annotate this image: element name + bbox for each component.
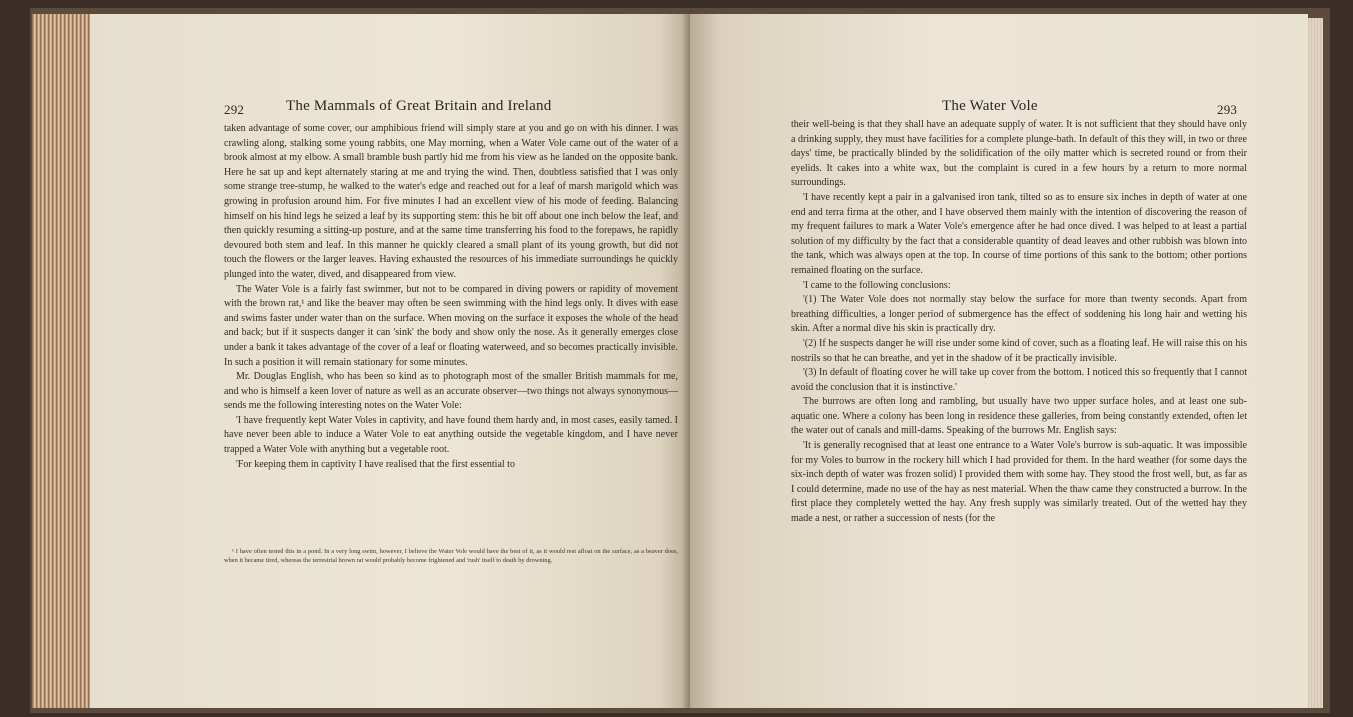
- left-footnote: [224, 548, 678, 565]
- footnote-text: ¹ I have often tested this in a pond. In a very long swim, however, I believe the Water Vole would have the best of it, as it would rest afloat on the surface, as a beaver does, when it became tired, whereas the terrestrial brown rat would probably become frightened and 'rush' itself to death by drowning.: [224, 548, 678, 564]
- left-running-head: The Mammals of Great Britain and Ireland: [286, 98, 552, 114]
- paragraph: 'It is generally recognised that at least one entrance to a Water Vole's burrow is sub-aquatic. It was impossible for my Voles to burrow in the rockery hill which I had provided for them. In the hard weather (for some days the six-inch depth of water was frozen solid) I provided them with some hay. They stood the frost well, but, as far as I could determine, made no use of the hay as nest material. When the thaw came they constructed a burrow. In the first place they completely wetted the hay. Any fresh supply was similarly treated. Out of the wetted hay they made a nest, or rather a succession of nests (for the: [791, 440, 1247, 525]
- left-page: [90, 14, 690, 708]
- paragraph: taken advantage of some cover, our amphibious friend will simply stare at you and go on with his dinner. I was crawling along, stalking some young rabbits, one May morning, when a Water Vole came out of the water of a brook almost at my elbow. A small bramble bush partly hid me from his view as he landed on the opposite bank. Here he sat up and kept alternately staring at me and trying the wind. Then, doubtless satisfied that I was only some strange tree-stump, he walked to the water's edge and reached out for a leaf of marsh marigold which was growing in profusion around him. For five minutes I had an excellent view of his mode of feeding. Balancing himself on his hind legs he seized a leaf by its supporting stem: this he bit off about one inch below the leaf, and then quickly resuming a sitting-up posture, and at the same time transferring his food to the forepaws, he rapidly devoured both stem and leaf. In this manner he quickly cleared a small plant of its young growth, but did not touch the flowers or the larger leaves. Having exhausted the resources of his immediate surroundings he quickly plunged into the water, dived, and disappeared from view.: [224, 123, 678, 280]
- right-page: [690, 14, 1308, 708]
- paragraph: their well-being is that they shall have an adequate supply of water. It is not sufficient that they should have only a drinking supply, they must have facilities for a complete plunge-bath. In default of this they will, in two or three days' time, be practically blinded by the solidification of the oily matter which is secreted round or from their eyelids. It cakes into a white wax, but the complaint is cured in a few hours by a return to more normal surroundings.: [791, 119, 1247, 189]
- page-stack-right-edge: [1307, 18, 1323, 708]
- right-page-number: 293: [1217, 102, 1238, 117]
- paragraph: 'I came to the following conclusions:: [803, 279, 951, 291]
- page-stack-left-edge: [32, 14, 90, 708]
- paragraph: '(3) In default of floating cover he will take up cover from the bottom. I noticed this so frequently that I cannot avoid the conclusion that it is instinctive.': [791, 367, 1247, 393]
- paragraph: The Water Vole is a fairly fast swimmer, but not to be compared in diving powers or rapidity of movement with the brown rat,¹ and like the beaver may often be seen swimming with the hind legs only. It dives with ease and swims faster under water than on the surface. When moving on the surface it exposes the whole of the head and back; but if it suspects danger it can 'sink' the body and show only the nose. As it generally emerges close under a bank it takes advantage of the cover of a leaf or floating waterweed, and so becomes practically invisible. In such a position it will remain stationary for some minutes.: [224, 283, 678, 368]
- left-page-number: 292: [224, 102, 245, 117]
- paragraph: Mr. Douglas English, who has been so kind as to photograph most of the smaller British mammals for me, and who is himself a keen lover of nature as well as an accurate observer—two things not always synonymous—sends me the following interesting notes on the Water Vole:: [224, 371, 678, 412]
- paragraph: The burrows are often long and rambling, but usually have two upper surface holes, and at least one sub-aquatic one. Where a colony has been long in residence these galleries, from being constantly extended, often let the water out of canals and mill-dams. Speaking of the burrows Mr. English says:: [791, 396, 1247, 437]
- paragraph: 'I have frequently kept Water Voles in captivity, and have found them hardy and, in most cases, easily tamed. I have never been able to induce a Water Vole to eat anything outside the vegetable kingdom, and I have never trapped a Water Vole with anything but a vegetable root.: [224, 414, 678, 456]
- paragraph: '(2) If he suspects danger he will rise under some kind of cover, such as a floating leaf. He will raise this on his nostrils so that he can breathe, and yet in the shadow of it be practically invisible.: [791, 337, 1247, 364]
- paragraph: '(1) The Water Vole does not normally stay below the surface for more than twenty seconds. Apart from breathing difficulties, a longer period of submergence has the effect of soddening his long hair and wetting his skin. After a normal dive his skin is practically dry.: [791, 294, 1247, 335]
- paragraph: 'For keeping them in captivity I have realised that the first essential to: [236, 458, 515, 470]
- right-running-head: The Water Vole: [942, 98, 1038, 114]
- paragraph: 'I have recently kept a pair in a galvanised iron tank, tilted so as to ensure six inches in depth of water at one end and terra firma at the other, and I have observed them mainly with the intention of discovering the reason of my frequent failures to mark a Water Vole's emergence after he had once dived. I was helped to at least a partial solution of my difficulty by the fact that a considerable quantity of dead leaves and other rubbish was blown into the tank, which was always open at the top. In course of time portions of this sank to the bottom; other portions remained floating on the surface.: [791, 191, 1247, 276]
- left-body-text: [224, 122, 678, 472]
- right-body-text: [791, 118, 1247, 527]
